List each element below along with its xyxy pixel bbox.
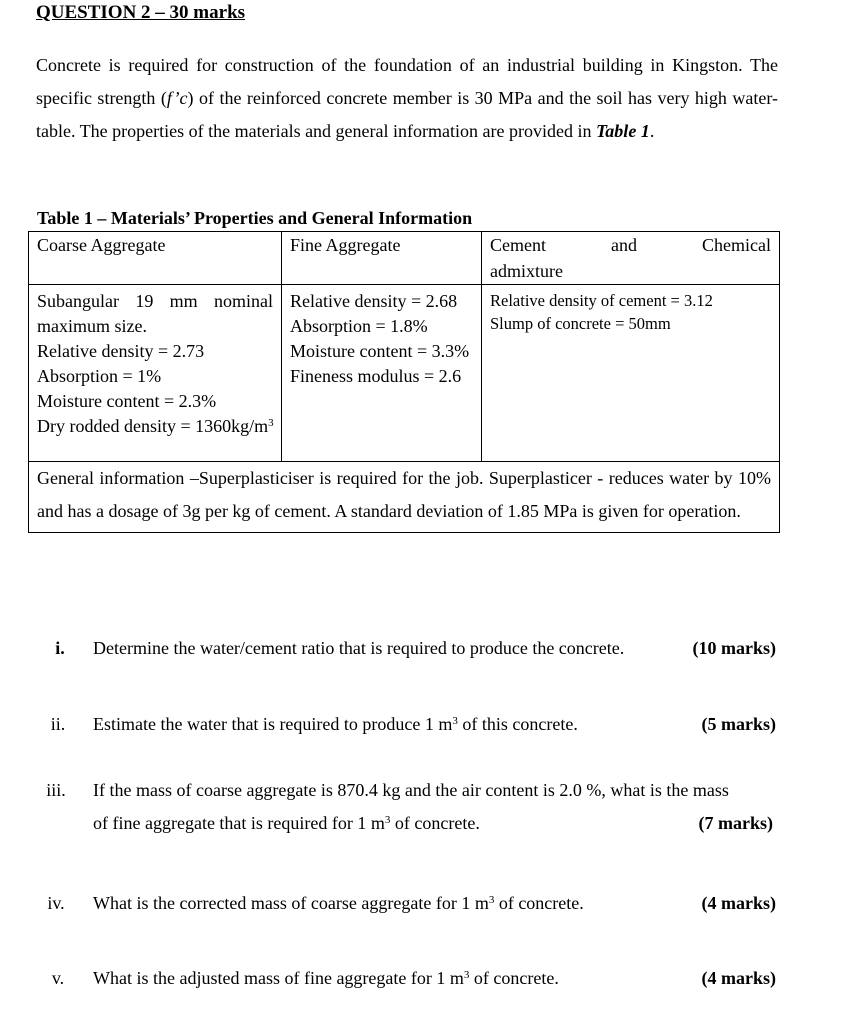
- table-reference: Table 1: [595, 121, 650, 141]
- question-marks: (4 marks): [701, 893, 776, 913]
- intro-text-1: Concrete is required for construction of the foundation of an industrial building in Kingston. The specific strength (: [36, 55, 778, 108]
- header-cement-admixture: Cement and Chemical admixture: [482, 232, 780, 285]
- question-title: QUESTION 2 – 30 marks: [36, 2, 246, 23]
- header-fine-aggregate: Fine Aggregate: [282, 232, 482, 285]
- question-text: What is the corrected mass of coarse aggregate for 1 $m^3$ of concrete.: [93, 893, 584, 913]
- header-coarse-aggregate: Coarse Aggregate: [29, 232, 282, 285]
- table-caption: Table 1 – Materials’ Properties and General Information: [37, 208, 473, 228]
- intro-text-2: ) of the reinforced concrete member is 30 MPa and the soil has very high water-table. The properties of the materials and general information are provided in: [36, 88, 778, 141]
- intro-paragraph: [36, 49, 778, 148]
- cement-admixture-properties: Relative density of cement = 3.12 Slump of concrete = 50mm: [482, 285, 780, 462]
- question-text: Determine the water/cement ratio that is required to produce the concrete.: [93, 638, 625, 658]
- question-number: iii.: [46, 780, 66, 800]
- table-header-row: [29, 232, 780, 285]
- question-number: iv.: [47, 893, 65, 913]
- question-marks: (7 marks): [698, 813, 773, 833]
- question-marks: (5 marks): [701, 714, 776, 734]
- table-properties-row: [29, 285, 780, 462]
- fine-aggregate-properties: Relative density = 2.68 Absorption = 1.8% Moisture content = 3.3% Fineness modulus = 2.6: [282, 285, 482, 462]
- question-marks: (10 marks): [692, 638, 776, 658]
- question-marks: (4 marks): [701, 968, 776, 988]
- table-general-row: [29, 462, 780, 533]
- question-text: Estimate the water that is required to produce 1 $m^3$ of this concrete.: [93, 714, 578, 734]
- question-number: ii.: [50, 714, 66, 734]
- materials-table: [28, 231, 780, 533]
- coarse-aggregate-properties: Subangular 19 mm nominal maximum size. Relative density = 2.73 Absorption = 1% Moisture content = 2.3% Dry rodded density = $1360kg/m^3$: [29, 285, 282, 462]
- intro-text-3: .: [649, 121, 655, 141]
- question-text-line2: of fine aggregate that is required for 1 $m^3$ of concrete.: [93, 813, 480, 833]
- question-text: What is the adjusted mass of fine aggregate for 1 $m^3$ of concrete.: [93, 968, 559, 988]
- question-number: i.: [55, 638, 65, 658]
- general-information: General information –Superplasticiser is required for the job. Superplasticer - reduces water by 10% and has a dosage of 3g per kg of cement. A standard deviation of 1.85 MPa is given for operation.: [29, 462, 780, 533]
- question-number: v.: [51, 968, 65, 988]
- question-text-line1: If the mass of coarse aggregate is 870.4 kg and the air content is 2.0 %, what is the mass: [93, 780, 729, 800]
- specific-strength-symbol: f’c: [166, 88, 188, 108]
